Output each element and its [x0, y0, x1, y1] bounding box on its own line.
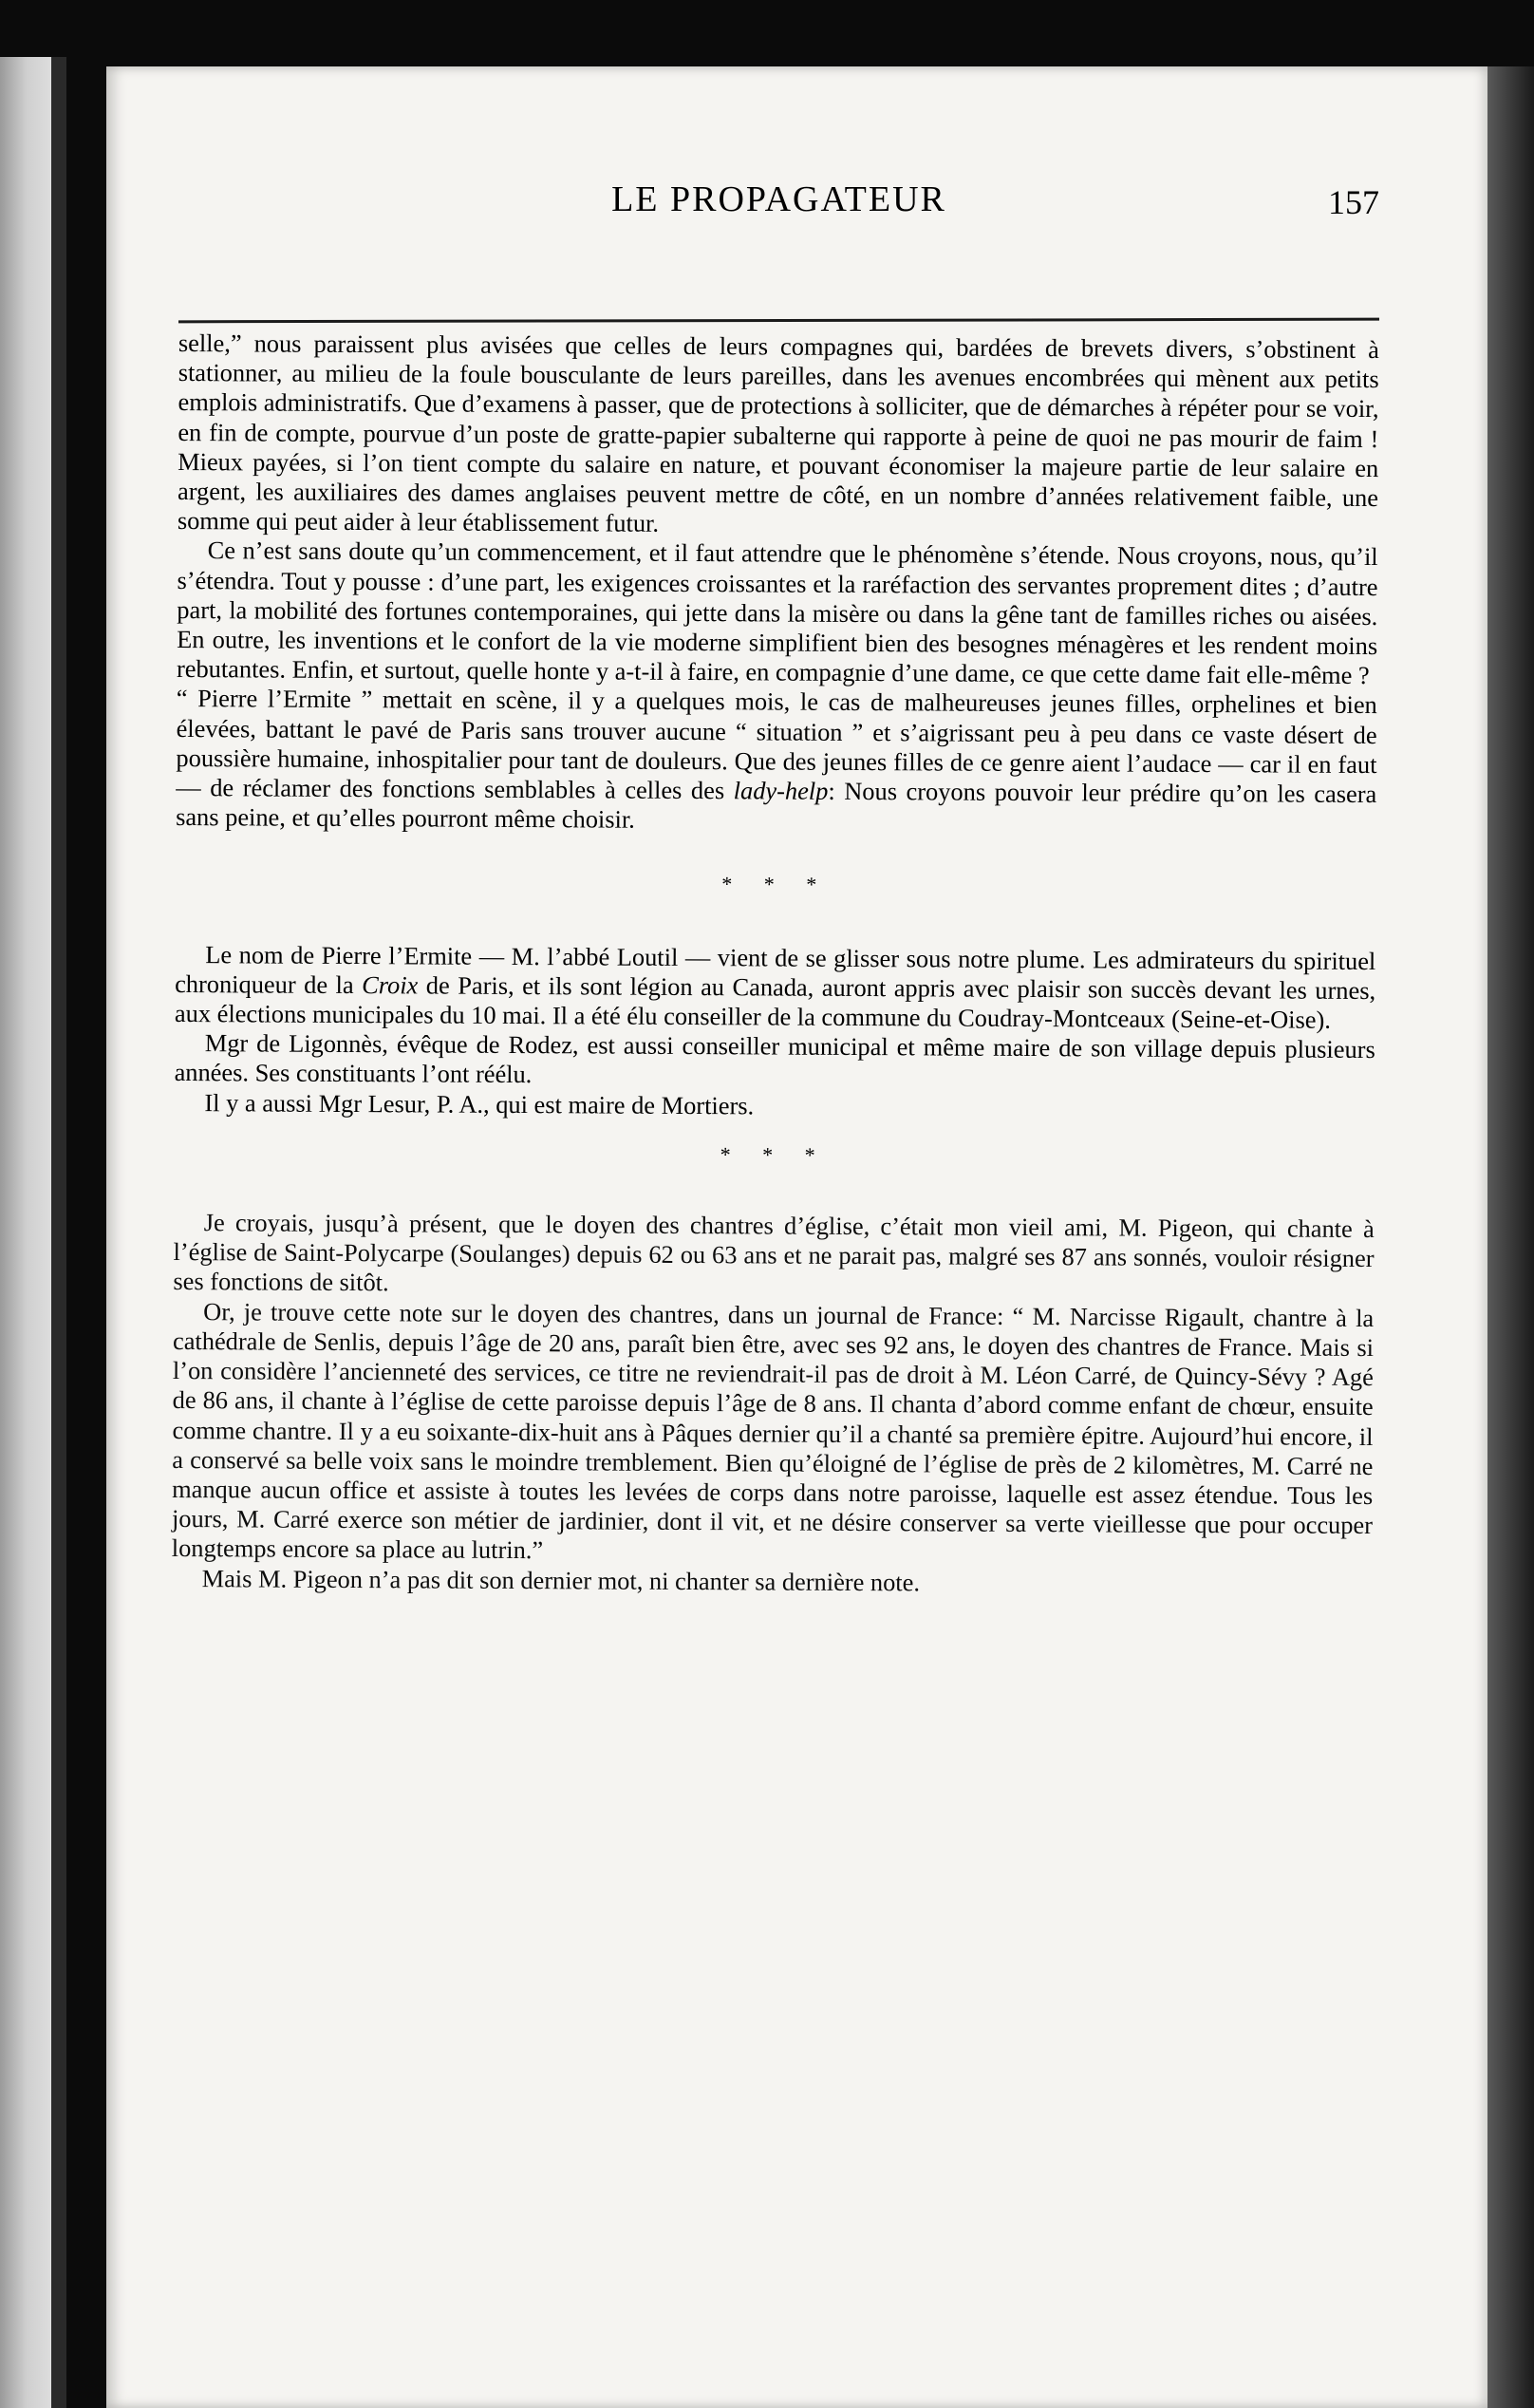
italic-term: lady-help: [733, 776, 829, 805]
article-body: [172, 329, 1379, 1600]
section-separator: * * *: [720, 1142, 829, 1167]
paragraph: Mais M. Pigeon n’a pas dit son dernier mot, ni chanter sa dernière note.: [201, 1563, 921, 1596]
section-pierre-lermite: [174, 940, 1375, 1124]
paragraph: Or, je trouve cette note sur le doyen des chantres, dans un journal de France: “ M. Narcisse Rigault, chantre à la cathédrale de Senlis, depuis l’âge de 20 ans, paraît bien être, avec ses 92 ans, le doyen des chantres de France. Mais si l’on considère l’ancienneté des services, ce titre ne reviendrait-il pas de droit à M. Léon Carré, de Quincy-Sévy ? Agé de 86 ans, il chante à l’église de cette paroisse depuis l’âge de 8 ans. Il chanta d’abord comme enfant de chœur, ensuite comme chantre. Il y a eu soixante-dix-huit ans à Pâques dernier qu’il a chanté sa première épitre. Aujourd’hui encore, il a conservé sa belle voix sans le moindre tremblement. Bien qu’éloigné de l’église de près de 2 kilomètres, M. Carré ne manque aucun office et assiste à toutes les levées de corps dans notre paroisse, laquelle est assez étendue. Tous les jours, M. Carré exerce son métier de jardinier, dont il vit, et ne désire conserver sa verte vieillesse que pour occuper longtemps encore sa place au lutrin.”: [171, 1296, 1375, 1565]
paragraph: Je croyais, jusqu’à présent, que le doyen des chantres d’église, c’était mon vieil ami, M. Pigeon, qui chante à l’église de Saint-Polycarpe (Soulanges) depuis 62 ou 63 ans et ne parait pas, malgré ses 87 ans sonnés, vouloir résigner ses fonctions de sitôt.: [173, 1208, 1375, 1297]
paragraph-text: “ Pierre l’Ermite ” mettait en scène, il y a quelques mois, le cas de malheureuses jeunes filles, orphelines et bien élevées, battant le pavé de Paris sans trouver aucune “ situation ” et s’aigrissant peu à peu dans ce vaste désert de poussière humaine, inhospitalier pour tant de douleurs. Que des jeunes filles de ce genre aient l’audace — car il en faut — de réclamer des fonctions semblables à celles des: [176, 684, 1377, 805]
paragraph-text: de Paris, et ils sont légion au Canada, auront appris avec plaisir son succès devant les urnes, aux élections municipales du 10 mai. Il a été élu conseiller de la commune du Coudray-Montceaux (Seine-et-Oise).: [174, 970, 1376, 1034]
running-title: LE PROPAGATEUR: [611, 179, 946, 219]
section-separator: * * *: [721, 872, 831, 897]
paragraph-text: Le nom de Pierre l’Ermite — M. l’abbé Loutil — vient de se glisser sous notre plume. Les admirateurs du spirituel chroniqueur de la: [175, 939, 1376, 999]
section-servants: [176, 329, 1379, 839]
running-head: [178, 179, 1379, 235]
paragraph: Il y a aussi Mgr Lesur, P. A., qui est maire de Mortiers.: [204, 1087, 755, 1120]
previous-page-edge: [0, 57, 66, 2408]
page-number: 157: [1328, 183, 1379, 221]
paragraph: Ce n’est sans doute qu’un commencement, et il faut attendre que le phénomène s’étende. Nous croyons, nous, qu’il s’étendra. Tout y pousse : d’une part, les exigences croissantes et la raréfaction des servantes proprement dites ; d’autre part, la mobilité des fortunes contemporaines, qui jette dans la misère ou dans la gêne tant de familles riches ou aisées. En outre, les inventions et le confort de la vie moderne simplifient bien des besognes ménagères et les rendent moins rebutantes. Enfin, et surtout, quelle honte y a-t-il à faire, en compagnie d’une dame, ce que cette dame fait elle-même ?: [176, 536, 1378, 690]
paragraph: selle,” nous paraissent plus avisées que celles de leurs compagnes qui, bardées de brevets divers, s’obstinent à stationner, au milieu de la foule bousculante de leurs pareilles, dans les avenues encombrées qui mènent aux petits emplois administratifs. Que d’examens à passer, que de protections à solliciter, que de démarches à répéter pour se voir, en fin de compte, pourvue d’un poste de gratte-papier subalterne qui rapporte à peine de quoi ne pas mourir de faim ! Mieux payées, si l’on tient compte du salaire en nature, et pouvant économiser la majeure partie de leur salaire en argent, les auxiliaires des dames anglaises peuvent mettre de côté, en un nombre d’années relativement faible, une somme qui peut aider à leur établissement futur.: [177, 329, 1379, 538]
paragraph: [175, 940, 1376, 1036]
italic-title: Croix: [362, 969, 419, 1000]
paragraph-text: : Nous croyons pouvoir leur prédire qu’on les casera sans peine, et qu’elles pourront même choisir.: [176, 776, 1377, 834]
paragraph: [176, 684, 1377, 838]
section-chantres: [172, 1208, 1375, 1600]
paragraph: Mgr de Ligonnès, évêque de Rodez, est aussi conseiller municipal et même maire de son village depuis plusieurs années. Ses constituants l’ont réélu.: [174, 1028, 1375, 1089]
